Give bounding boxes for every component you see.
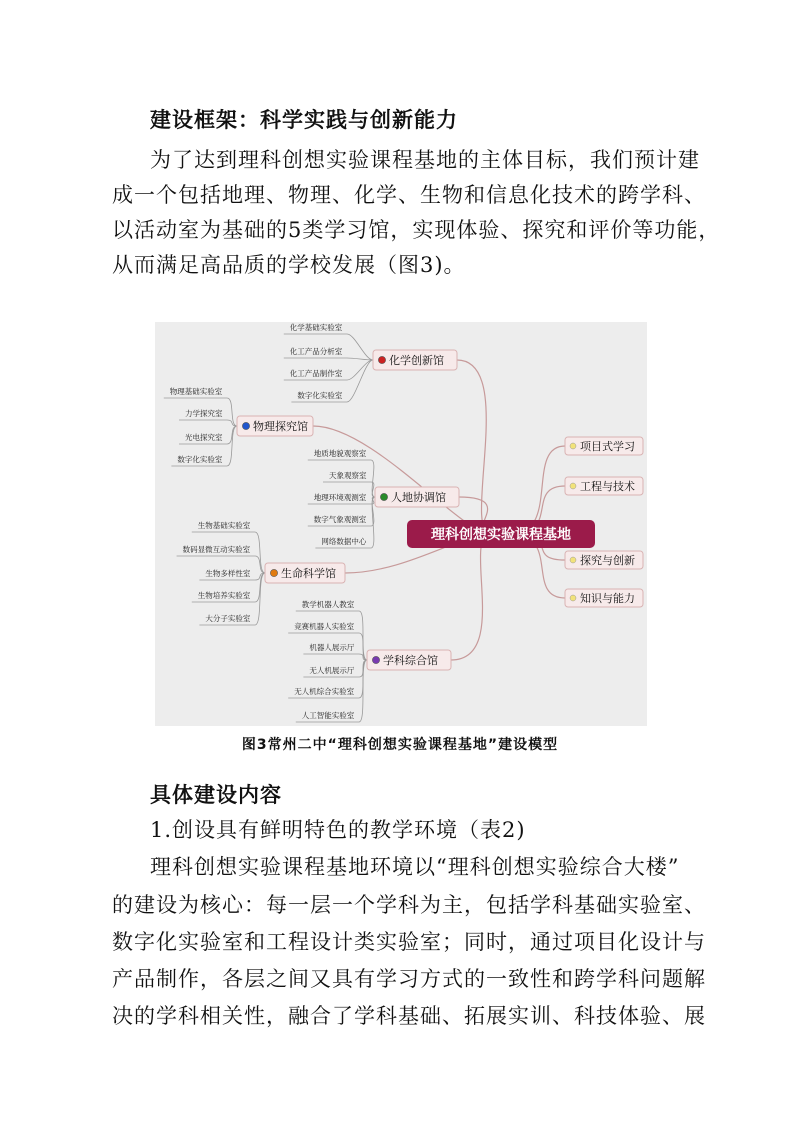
- branch-5-link: [451, 534, 491, 660]
- right-item-3: [565, 551, 643, 569]
- paragraph-line: 数字化实验室和工程设计类实验室；同时，通过项目化设计与: [112, 930, 706, 954]
- branch-3-label: 人地协调馆: [391, 491, 446, 504]
- right-item-2-dot-icon: [570, 483, 576, 489]
- branch-2-leaf: 力学探究室: [185, 409, 223, 418]
- section-heading-content: 具体建设内容: [150, 782, 282, 807]
- paragraph-line: 决的学科相关性，融合了学科基础、拓展实训、科技体验、展: [112, 1004, 706, 1028]
- right-item-2-label: 工程与技术: [580, 480, 635, 493]
- right-item-4-dot-icon: [570, 595, 576, 601]
- branch-3-leaf-link: [371, 460, 375, 497]
- center-node-label: 理科创想实验课程基地: [431, 527, 571, 543]
- paragraph-line: 以活动室为基础的5类学习馆，实现体验、探究和评价等功能，: [112, 218, 721, 242]
- branch-5-dot-icon: [372, 656, 379, 663]
- branch-4-leaf: 生物培养实验室: [197, 591, 251, 600]
- mindmap-diagram: [155, 322, 647, 726]
- section-heading-framework: 建设框架：科学实践与创新能力: [150, 107, 458, 132]
- branch-5-leaf: 教学机器人教室: [301, 600, 355, 609]
- right-item-4: [565, 589, 643, 607]
- branch-5-leaf: 人工智能实验室: [301, 711, 355, 720]
- branch-1-leaf: 化工产品制作室: [289, 369, 343, 378]
- branch-3-leaf: 网络数据中心: [321, 537, 367, 546]
- branch-2-dot-icon: [242, 422, 249, 429]
- branch-5: [294, 599, 451, 720]
- right-item-3-label: 探究与创新: [580, 554, 635, 567]
- mindmap-figure: [155, 322, 647, 726]
- center-node: [407, 520, 595, 548]
- branch-4-leaf: 生物基础实验室: [197, 521, 251, 530]
- branch-1-leaf: 数字化实验室: [297, 391, 343, 400]
- paragraph-line: 为了达到理科创想实验课程基地的主体目标，我们预计建: [150, 148, 700, 172]
- branch-4-dot-icon: [270, 569, 277, 576]
- paragraph-line: 成一个包括地理、物理、化学、生物和信息化技术的跨学科、: [112, 183, 706, 207]
- subsection-heading: 1.创设具有鲜明特色的教学环境（表2): [150, 818, 526, 842]
- branch-1-leaf: 化学基础实验室: [289, 323, 343, 332]
- branch-1-dot-icon: [378, 356, 385, 363]
- branch-1-leaf-link: [347, 360, 373, 402]
- branch-3-leaf: 数字气象观测室: [313, 515, 367, 524]
- paragraph-line: 产品制作，各层之间又具有学习方式的一致性和跨学科问题解: [112, 967, 706, 991]
- branch-5-label: 学科综合馆: [383, 654, 438, 667]
- figure-caption: 图3常州二中“理科创想实验课程基地”建设模型: [241, 737, 559, 753]
- branch-1-label: 化学创新馆: [389, 354, 444, 367]
- paragraph-line: 的建设为核心：每一层一个学科为主，包括学科基础实验室、: [112, 893, 706, 917]
- branch-4-leaf-link: [255, 573, 265, 625]
- paragraph-line: 理科创想实验课程基地环境以“理科创想实验综合大楼”: [150, 855, 680, 879]
- right-item-4-label: 知识与能力: [580, 592, 635, 605]
- branch-2-leaf-link: [227, 398, 237, 426]
- branch-4-label: 生命科学馆: [281, 567, 336, 580]
- right-item-1-label: 项目式学习: [580, 440, 635, 453]
- branch-5-leaf: 竞赛机器人实验室: [294, 622, 355, 631]
- branch-5-leaf: 无人机展示厅: [309, 666, 355, 675]
- branch-5-leaf: 机器人展示厅: [309, 643, 355, 652]
- right-item-3-dot-icon: [570, 557, 576, 563]
- branch-3-leaf: 地质地貌观察室: [313, 449, 367, 458]
- branch-4-leaf: 数码显微互动实验室: [182, 545, 251, 554]
- right-item-1: [565, 437, 643, 455]
- paragraph-line: 从而满足高品质的学校发展（图3)。: [112, 253, 466, 277]
- branch-3-leaf: 天象观察室: [329, 471, 367, 480]
- branch-4-leaf: 生物多样性室: [205, 569, 251, 578]
- branch-1-leaf: 化工产品分析室: [289, 347, 343, 356]
- branch-3-leaf: 地理环境观测室: [313, 493, 367, 502]
- branch-4-leaf: 大分子实验室: [205, 614, 251, 623]
- branch-2-leaf: 数字化实验室: [177, 455, 223, 464]
- branch-2-leaf: 光电探究室: [185, 433, 223, 442]
- right-item-1-dot-icon: [570, 443, 576, 449]
- branch-1-leaf-link: [347, 334, 373, 360]
- branch-5-leaf: 无人机综合实验室: [294, 687, 355, 696]
- branch-3-dot-icon: [380, 493, 387, 500]
- branch-3-leaf-link: [371, 497, 375, 548]
- branch-2-label: 物理探究馆: [253, 420, 308, 433]
- branch-1-link: [457, 360, 491, 534]
- right-item-2: [565, 477, 643, 495]
- branch-2-leaf: 物理基础实验室: [169, 387, 223, 396]
